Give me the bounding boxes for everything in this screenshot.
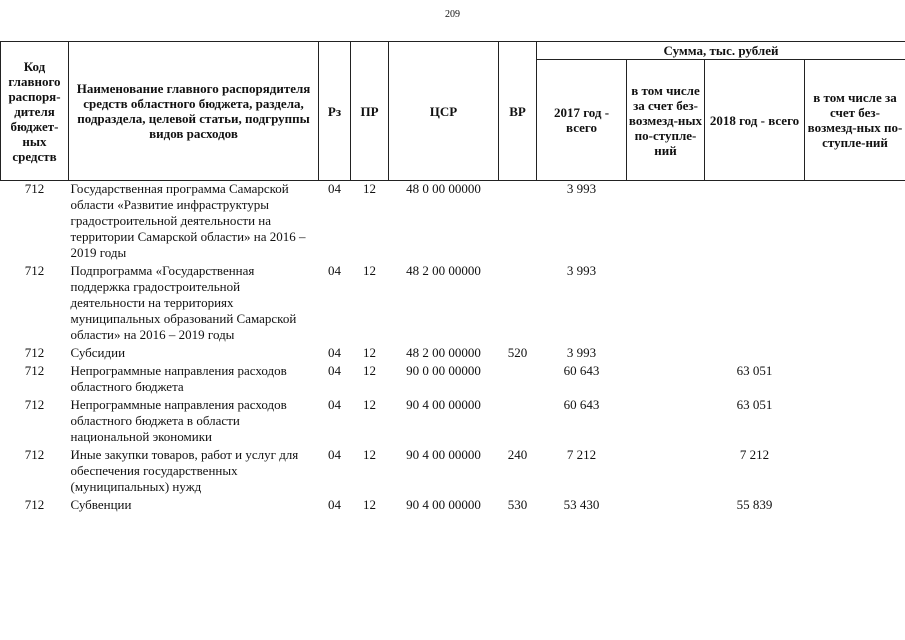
- cell-2017-free: [627, 447, 705, 497]
- table-row: [1, 263, 905, 345]
- cell-name: Иные закупки товаров, работ и услуг для обеспечения государственных (муниципальных) нужд: [70, 447, 299, 494]
- cell-pr: 12: [363, 447, 376, 462]
- cell-rz: 04: [328, 181, 341, 196]
- cell-2018-total: 7 212: [739, 447, 770, 462]
- cell-csr: 90 4 00 00000: [406, 497, 481, 512]
- cell-vr: 530: [507, 497, 528, 512]
- cell-pr: 12: [363, 181, 376, 196]
- table-row: [1, 497, 905, 515]
- cell-pr: 12: [363, 497, 376, 512]
- cell-2018-free: [805, 345, 905, 363]
- cell-vr: 520: [507, 345, 528, 360]
- header-name: Наименование главного распорядителя средств областного бюджета, раздела, подраздела, целевой статьи, подгруппы видов расходов: [69, 42, 319, 181]
- cell-2017-total: 53 430: [563, 497, 600, 512]
- cell-csr: 90 4 00 00000: [406, 397, 481, 412]
- cell-2017-total: 3 993: [566, 345, 597, 360]
- cell-rz: 04: [328, 345, 341, 360]
- cell-code: 712: [24, 497, 45, 512]
- cell-2018-free: [805, 181, 905, 264]
- cell-2017-total: 3 993: [566, 263, 597, 278]
- cell-2017-free: [627, 345, 705, 363]
- header-vr: ВР: [499, 42, 537, 181]
- budget-table: [0, 41, 905, 515]
- cell-2017-free: [627, 497, 705, 515]
- cell-csr: 90 0 00 00000: [406, 363, 481, 378]
- cell-name: Непрограммные направления расходов областного бюджета: [70, 363, 287, 394]
- header-csr: ЦСР: [389, 42, 499, 181]
- cell-2017-free: [627, 363, 705, 397]
- table-row: [1, 363, 905, 397]
- cell-rz: 04: [328, 263, 341, 278]
- header-2018-free: в том числе за счет без-возмезд-ных по-ступле-ний: [805, 60, 905, 181]
- cell-2017-free: [627, 181, 705, 264]
- cell-2017-total: 7 212: [566, 447, 597, 462]
- cell-vr: [499, 397, 537, 447]
- header-sum-group: Сумма, тыс. рублей: [537, 42, 905, 60]
- header-code: Код главного распоря-дителя бюджет-ных средств: [1, 42, 69, 181]
- cell-2018-free: [805, 397, 905, 447]
- cell-rz: 04: [328, 397, 341, 412]
- cell-2017-total: 60 643: [563, 363, 600, 378]
- cell-2018-free: [805, 263, 905, 345]
- cell-pr: 12: [363, 263, 376, 278]
- cell-pr: 12: [363, 363, 376, 378]
- cell-vr: [499, 263, 537, 345]
- cell-2018-total: 63 051: [736, 363, 773, 378]
- cell-code: 712: [24, 447, 45, 462]
- table-body: [1, 181, 905, 516]
- cell-vr: 240: [507, 447, 528, 462]
- cell-code: 712: [24, 181, 45, 196]
- cell-rz: 04: [328, 447, 341, 462]
- table-row: [1, 397, 905, 447]
- header-rz: Рз: [319, 42, 351, 181]
- cell-2018-free: [805, 497, 905, 515]
- cell-2017-free: [627, 397, 705, 447]
- cell-code: 712: [24, 397, 45, 412]
- cell-pr: 12: [363, 397, 376, 412]
- cell-vr: [499, 181, 537, 264]
- table-row: [1, 345, 905, 363]
- cell-2017-total: 60 643: [563, 397, 600, 412]
- cell-2018-total: [705, 345, 805, 363]
- table-header: [1, 42, 905, 181]
- cell-2018-total: 63 051: [736, 397, 773, 412]
- cell-2017-total: 3 993: [566, 181, 597, 196]
- header-2017-total: 2017 год - всего: [537, 60, 627, 181]
- cell-pr: 12: [363, 345, 376, 360]
- cell-rz: 04: [328, 363, 341, 378]
- cell-code: 712: [24, 345, 45, 360]
- cell-name: Непрограммные направления расходов областного бюджета в области национальной экономики: [70, 397, 287, 444]
- cell-csr: 48 0 00 00000: [406, 181, 481, 196]
- cell-name: Субсидии: [70, 345, 126, 360]
- cell-csr: 90 4 00 00000: [406, 447, 481, 462]
- cell-name: Подпрограмма «Государственная поддержка градостроительной деятельности на территориях муниципальных образований Самарской области» на 2016 – 2019 годы: [70, 263, 297, 342]
- cell-rz: 04: [328, 497, 341, 512]
- table-row: [1, 181, 905, 264]
- cell-2018-free: [805, 447, 905, 497]
- cell-code: 712: [24, 363, 45, 378]
- header-2017-free: в том числе за счет без-возмезд-ных по-ступле-ний: [627, 60, 705, 181]
- page-number: 209: [445, 9, 460, 20]
- cell-name: Субвенции: [70, 497, 132, 512]
- cell-2018-total: 55 839: [736, 497, 773, 512]
- header-2018-total: 2018 год - всего: [705, 60, 805, 181]
- header-pr: ПР: [351, 42, 389, 181]
- cell-2017-free: [627, 263, 705, 345]
- cell-csr: 48 2 00 00000: [406, 263, 481, 278]
- cell-2018-total: [705, 263, 805, 345]
- cell-vr: [499, 363, 537, 397]
- cell-code: 712: [24, 263, 45, 278]
- cell-2018-free: [805, 363, 905, 397]
- cell-2018-total: [705, 181, 805, 264]
- cell-csr: 48 2 00 00000: [406, 345, 481, 360]
- cell-name: Государственная программа Самарской области «Развитие инфраструктуры градостроительной деятельности на территории Самарской области» на 2016 – 2019 годы: [70, 181, 306, 260]
- table-row: [1, 447, 905, 497]
